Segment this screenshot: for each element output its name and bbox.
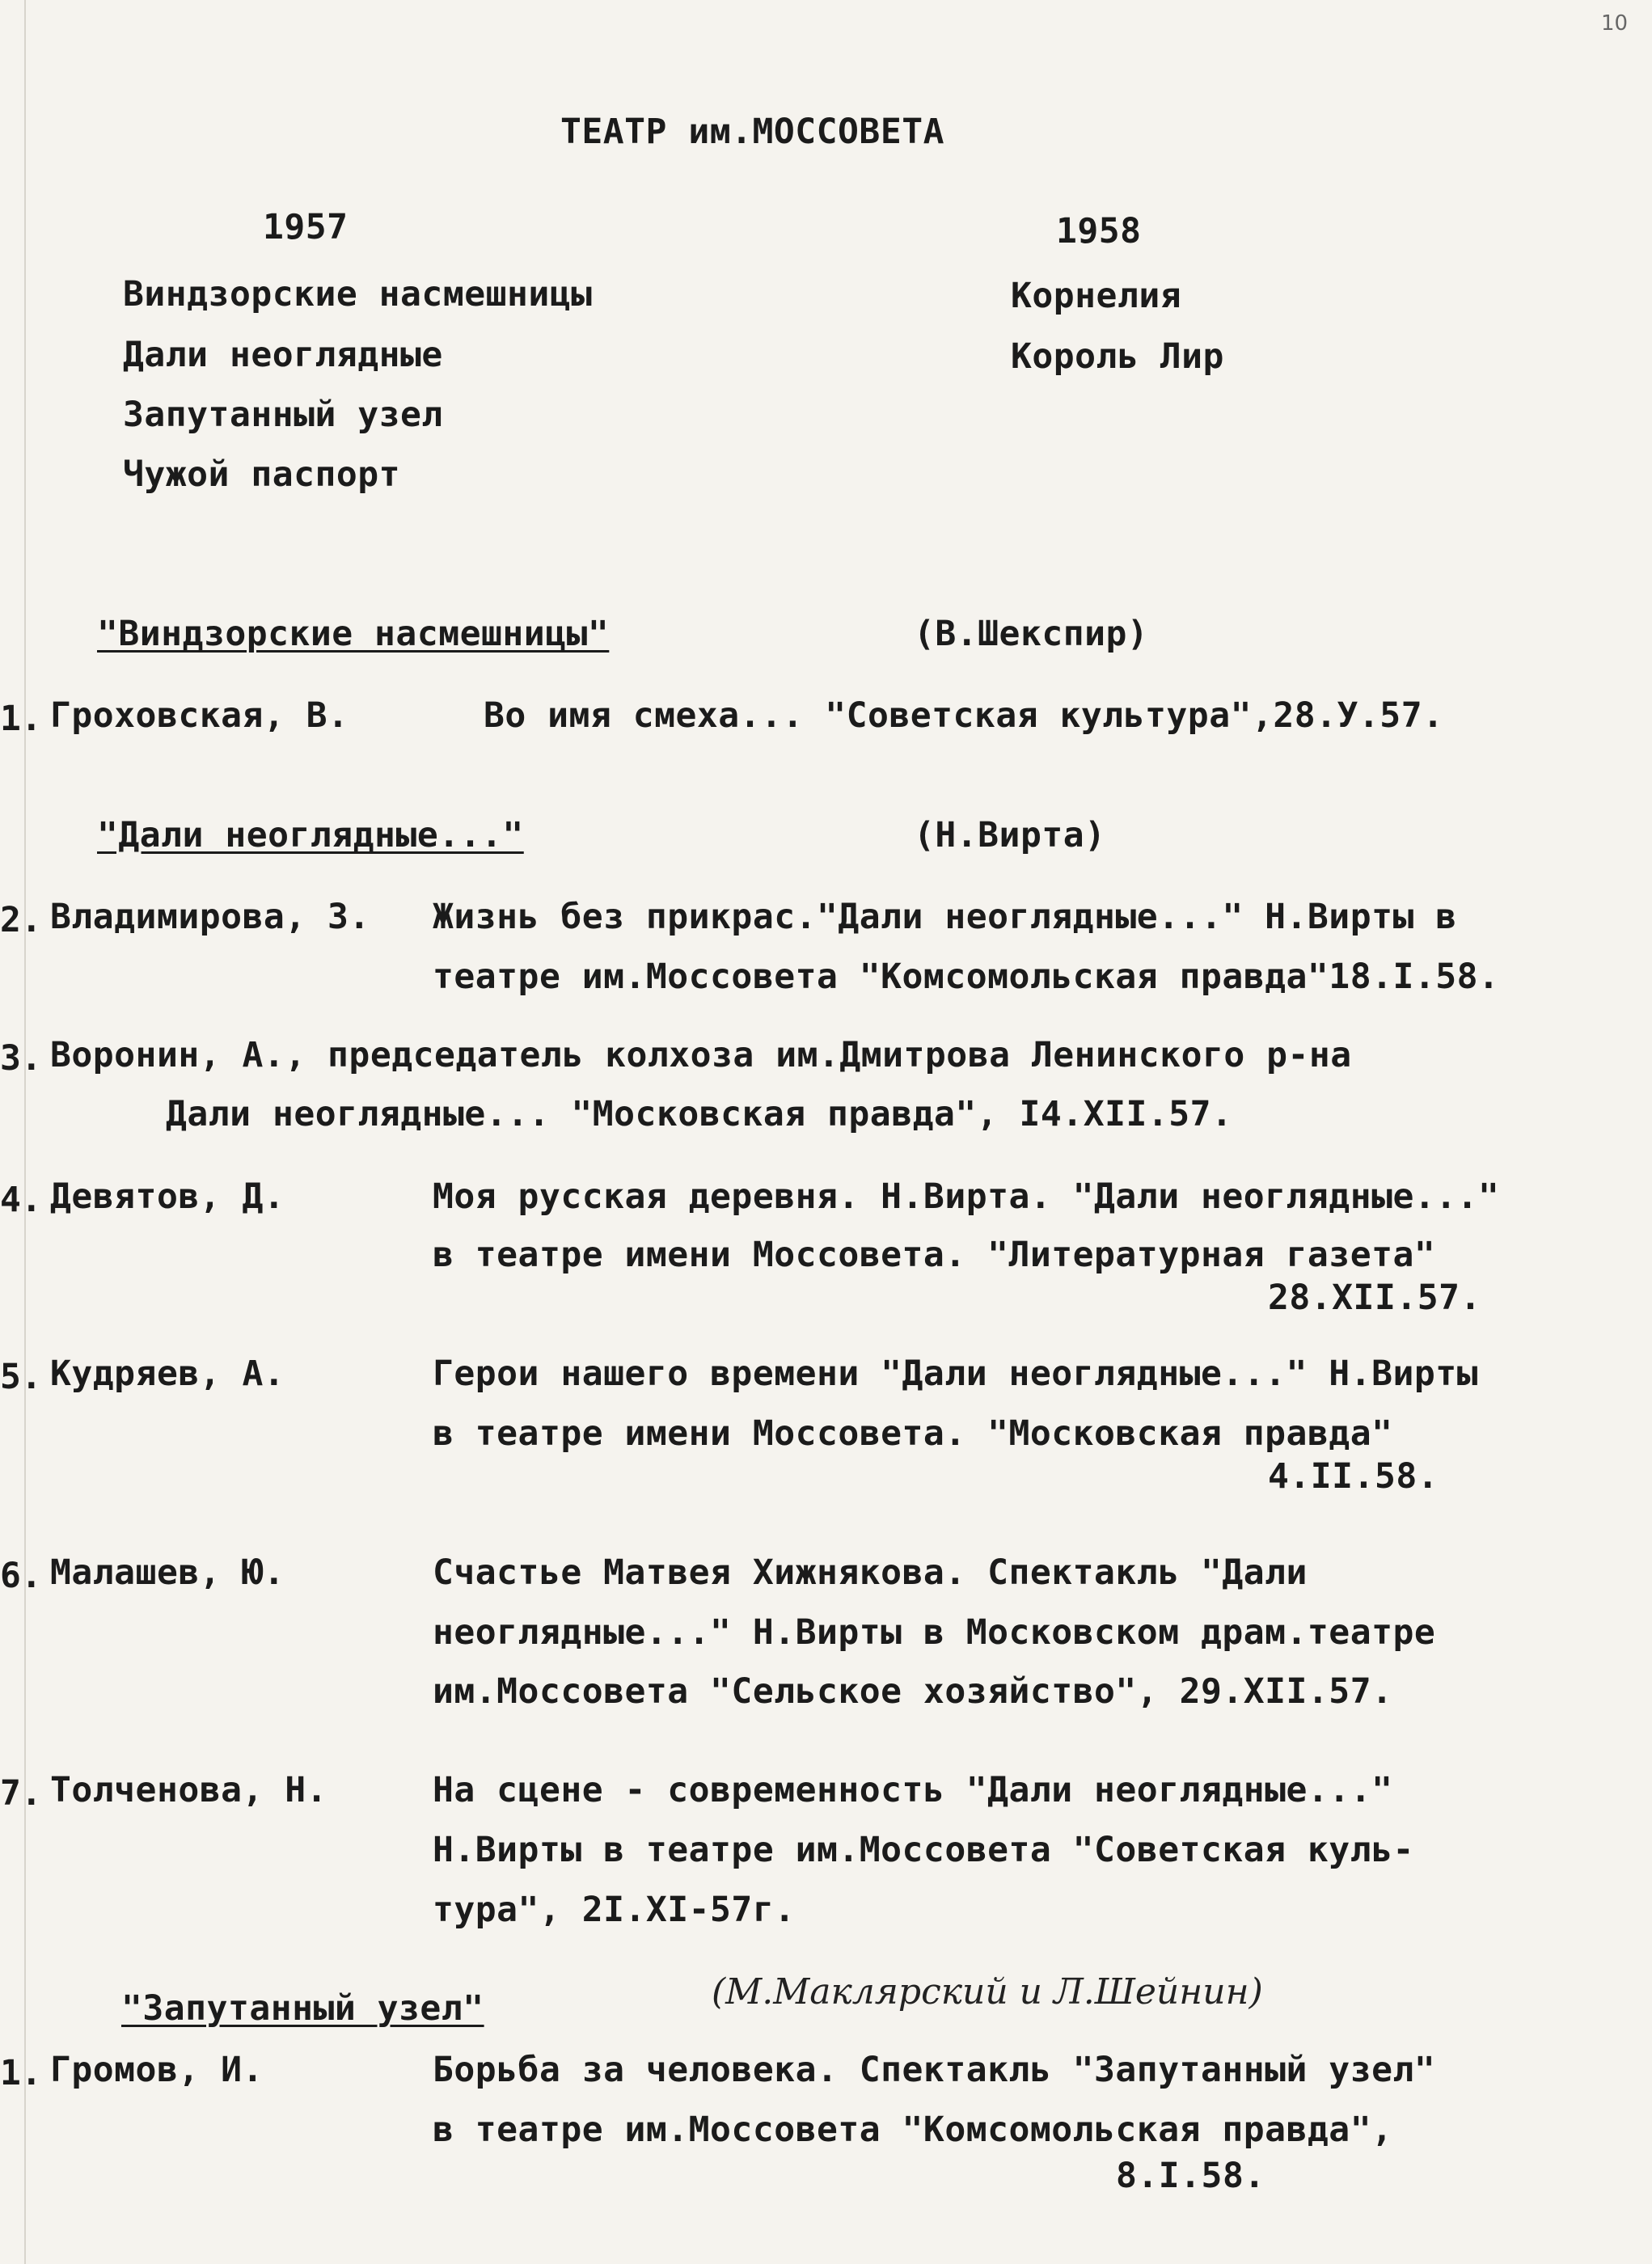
entry-line: неоглядные..." Н.Вирты в Московском драм.театре — [433, 1612, 1436, 1653]
year-1957: 1957 — [263, 207, 349, 247]
corner-mark: 10 — [1601, 11, 1629, 36]
margin-mark: 6. — [0, 1556, 42, 1596]
margin-mark: 2. — [0, 900, 42, 940]
play-1957-2: Дали неоглядные — [123, 335, 443, 375]
entry-line: Герои нашего времени "Дали неоглядные..." Н.Вирты — [433, 1354, 1479, 1394]
margin-mark: 4. — [0, 1180, 42, 1220]
entry-name: Толченова, Н. — [50, 1770, 328, 1810]
section-author: (В.Шекспир) — [914, 614, 1149, 654]
section-heading: "Запутанный узел" — [121, 1988, 484, 2029]
entry-line: театре им.Моссовета "Комсомольская правда"18.I.58. — [433, 957, 1500, 997]
margin-mark: 5. — [0, 1357, 42, 1397]
entry-name: Кудряев, А. — [50, 1354, 285, 1394]
entry-line: в театре им.Моссовета "Комсомольская правда", — [433, 2110, 1393, 2150]
entry-line: им.Моссовета "Сельское хозяйство", 29.XII.57. — [433, 1671, 1393, 1712]
play-1958-2: Король Лир — [1011, 336, 1224, 377]
section-heading: "Виндзорские насмешницы" — [97, 614, 610, 654]
entry-line: 8.I.58. — [1116, 2156, 1265, 2196]
entry-line: Н.Вирты в театре им.Моссовета "Советская куль- — [433, 1830, 1414, 1870]
entry-line: в театре имени Моссовета. "Литературная газета" — [433, 1235, 1436, 1275]
entry-line: в театре имени Моссовета. "Московская правда" — [433, 1413, 1393, 1454]
entry-line: Моя русская деревня. Н.Вирта. "Дали неоглядные..." — [433, 1176, 1500, 1217]
margin-mark: 1. — [0, 699, 42, 739]
entry-line: Жизнь без прикрас."Дали неоглядные..." Н.Вирты в — [433, 897, 1457, 937]
play-1957-3: Запутанный узел — [123, 395, 443, 435]
entry-name: Громов, И. — [50, 2050, 264, 2090]
margin-mark: 7. — [0, 1773, 42, 1814]
entry-name: Девятов, Д. — [50, 1176, 285, 1217]
section-heading: "Дали неоглядные..." — [97, 815, 524, 855]
entry-line: Счастье Матвея Хижнякова. Спектакль "Дали — [433, 1552, 1308, 1593]
play-1957-4: Чужой паспорт — [123, 454, 401, 495]
play-1957-1: Виндзорские насмешницы — [123, 274, 593, 315]
entry-line: 4.II.58. — [1268, 1456, 1439, 1497]
year-1958: 1958 — [1056, 211, 1142, 251]
margin-mark: 1. — [0, 2053, 42, 2093]
entry-name: Малашев, Ю. — [50, 1552, 285, 1593]
margin-mark: 3. — [0, 1038, 42, 1079]
entry-line: Во имя смеха... "Советская культура",28.У.57. — [484, 695, 1444, 736]
section-author: (Н.Вирта) — [914, 815, 1106, 855]
entry-line: тура", 2I.XI-57г. — [433, 1890, 796, 1930]
entry-name: Гроховская, В. — [50, 695, 349, 736]
handwritten-author: (М.Маклярский и Л.Шейнин) — [712, 1971, 1263, 2013]
entry-line: Дали неоглядные... "Московская правда", I4.XII.57. — [166, 1094, 1233, 1134]
play-1958-1: Корнелия — [1011, 276, 1182, 316]
entry-line: 28.XII.57. — [1268, 1278, 1481, 1318]
entry-line: На сцене - современность "Дали неоглядные..." — [433, 1770, 1393, 1810]
page-edge-line — [24, 0, 26, 2264]
page-title: ТЕАТР им.МОССОВЕТА — [560, 112, 944, 152]
entry-line: Борьба за человека. Спектакль "Запутанный узел" — [433, 2050, 1436, 2090]
entry-name: Владимирова, З. — [50, 897, 370, 937]
entry-name: Воронин, А., председатель колхоза им.Дмитрова Ленинского р-на — [50, 1035, 1352, 1075]
